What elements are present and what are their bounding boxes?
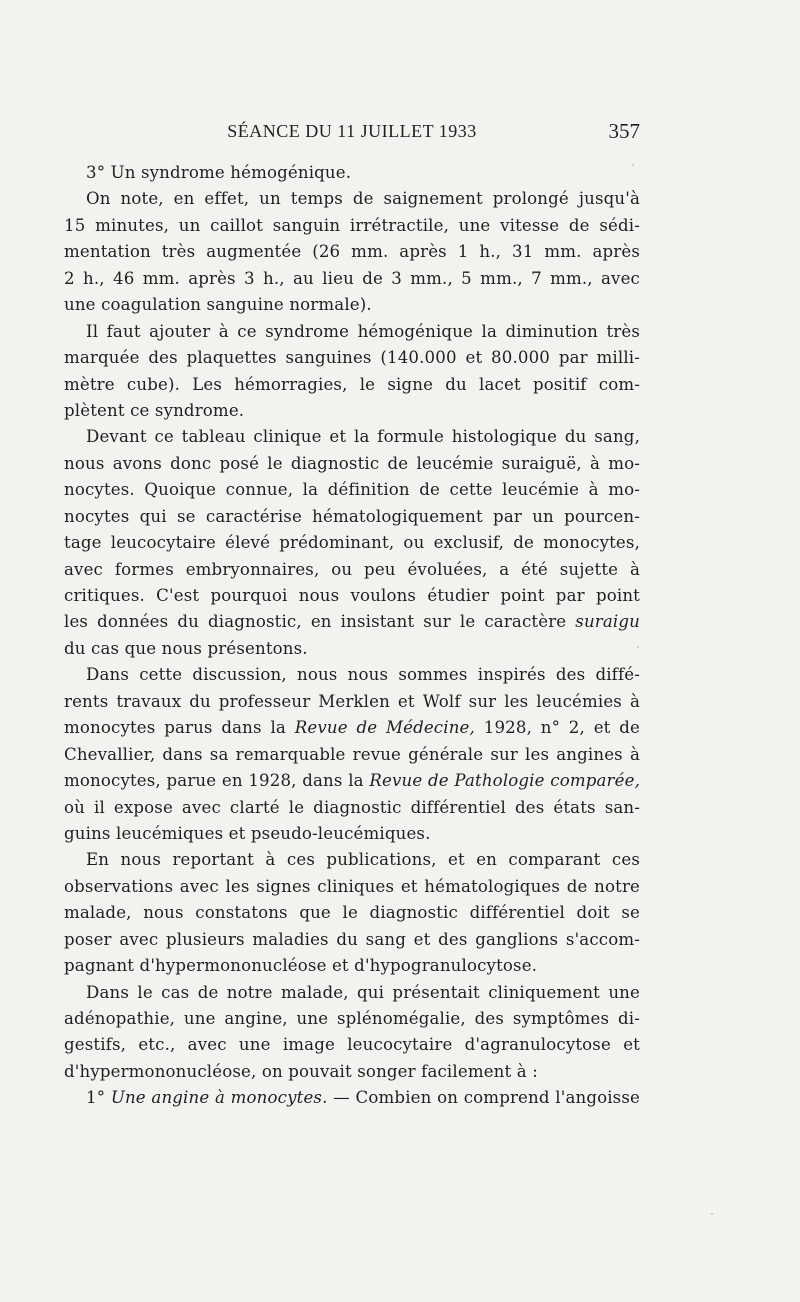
text-line [64, 847, 640, 873]
text-line [64, 821, 640, 847]
line-text: En nous reportant à ces publications, et en comparant ces [86, 850, 640, 870]
text-line [64, 557, 640, 583]
text-line [64, 609, 640, 635]
text-line [64, 160, 640, 186]
line-text: 2 h., 46 mm. après 3 h., au lieu de 3 mm., 5 mm., 7 mm., avec [64, 268, 640, 288]
line-text: les données du diagnostic, en insistant sur le caractère [64, 612, 567, 632]
line-text: poser avec plusieurs maladies du sang et des ganglions s'accom- [64, 929, 640, 949]
text-line [64, 186, 640, 212]
line-text: — Combien on comprend l'angoisse [333, 1088, 640, 1108]
line-text: malade, nous constatons que le diagnostic différentiel doit se [64, 903, 640, 923]
line-text: Dans le cas de notre malade, qui présentait cliniquement une [86, 982, 640, 1002]
line-text: guins leucémiques et pseudo-leucémiques. [64, 823, 431, 843]
line-text: mentation très augmentée (26 mm. après 1 h., 31 mm. après [64, 242, 640, 262]
line-text: Dans cette discussion, nous nous sommes inspirés des diffé- [86, 665, 640, 685]
text-line [64, 213, 640, 239]
text-line [64, 372, 640, 398]
text-line [64, 1032, 640, 1058]
line-text: adénopathie, une angine, une splénomégalie, des symptômes di- [64, 1009, 640, 1028]
text-line [64, 900, 640, 926]
line-text: 1928, n° 2, et de [483, 718, 641, 738]
paper-speck [711, 1213, 713, 1215]
text-line [64, 530, 640, 556]
line-text: critiques. C'est pourquoi nous voulons étudier point par point [64, 586, 640, 605]
line-text: mètre cube). Les hémorragies, le signe du lacet positif com- [64, 374, 640, 394]
text-line [64, 504, 640, 530]
text-line [64, 980, 640, 1006]
line-text: une coagulation sanguine normale). [64, 295, 372, 315]
text-line [64, 477, 640, 503]
text-line [64, 715, 640, 741]
text-line [64, 1006, 640, 1032]
line-text: 15 minutes, un caillot sanguin irrétractile, une vitesse de sédi- [64, 215, 640, 235]
line-text: monocytes parus dans la [64, 718, 286, 738]
line-text: du cas que nous présentons. [64, 638, 308, 658]
line-text: Il faut ajouter à ce syndrome hémogénique la diminution très [86, 321, 640, 341]
text-line [64, 266, 640, 292]
text-line [64, 874, 640, 900]
text-line [64, 451, 640, 477]
running-head [64, 116, 640, 146]
text-line [64, 953, 640, 979]
line-text: marquée des plaquettes sanguines (140.000 et 80.000 par milli- [64, 348, 640, 368]
line-text: monocytes, parue en 1928, dans la [64, 771, 364, 791]
line-text: Devant ce tableau clinique et la formule histologique du sang, [86, 427, 640, 447]
text-line [64, 742, 640, 768]
text-line [64, 689, 640, 715]
line-text: Chevallier, dans sa remarquable revue générale sur les angines à [64, 744, 640, 764]
line-text: où il expose avec clarté le diagnostic différentiel des états san- [64, 797, 640, 817]
page-number: 357 [608, 119, 640, 143]
line-text: d'hypermononucléose, on pouvait songer facilement à : [64, 1061, 538, 1081]
line-text: pagnant d'hypermononucléose et d'hypogranulocytose. [64, 956, 538, 976]
text-line [64, 662, 640, 688]
line-text: observations avec les signes cliniques et hématologiques de notre [64, 876, 640, 896]
line-text: On note, en effet, un temps de saignement prolongé jusqu'à [86, 189, 640, 209]
text-line [64, 319, 640, 345]
line-text: 3° Un syndrome hémogénique. [86, 163, 352, 182]
line-text: nous avons donc posé le diagnostic de leucémie suraiguë, à mo- [64, 453, 640, 473]
text-line [64, 636, 640, 662]
italic-journal: Revue de Médecine, [294, 718, 475, 738]
text-line [64, 583, 640, 609]
line-text: 1° [86, 1088, 106, 1108]
italic-journal: Revue de Pathologie comparée, [369, 771, 641, 791]
italic-term: suraigu [575, 612, 640, 632]
text-line [64, 1059, 640, 1085]
text-line [64, 795, 640, 821]
running-title: SÉANCE DU 11 JUILLET 1933 [227, 121, 477, 141]
italic-heading: Une angine à monocytes. [110, 1088, 328, 1108]
text-line [64, 292, 640, 318]
paper-speck [637, 646, 639, 648]
body-text [64, 160, 640, 1112]
line-text: avec formes embryonnaires, ou peu évoluées, a été sujette à [64, 559, 640, 579]
text-line [64, 239, 640, 265]
text-line [64, 345, 640, 371]
text-line [64, 927, 640, 953]
text-line [64, 398, 640, 424]
line-text: gestifs, etc., avec une image leucocytaire d'agranulocytose et [64, 1035, 640, 1055]
line-text: nocytes qui se caractérise hématologiquement par un pourcen- [64, 506, 640, 526]
line-text: rents travaux du professeur Merklen et Wolf sur les leucémies à [64, 691, 640, 711]
text-line [64, 424, 640, 450]
line-text: plètent ce syndrome. [64, 400, 245, 420]
text-line [64, 1085, 640, 1111]
paper-speck [632, 164, 634, 166]
line-text: tage leucocytaire élevé prédominant, ou exclusif, de monocytes, [64, 533, 640, 553]
text-line [64, 768, 640, 794]
line-text: nocytes. Quoique connue, la définition de cette leucémie à mo- [64, 480, 640, 500]
